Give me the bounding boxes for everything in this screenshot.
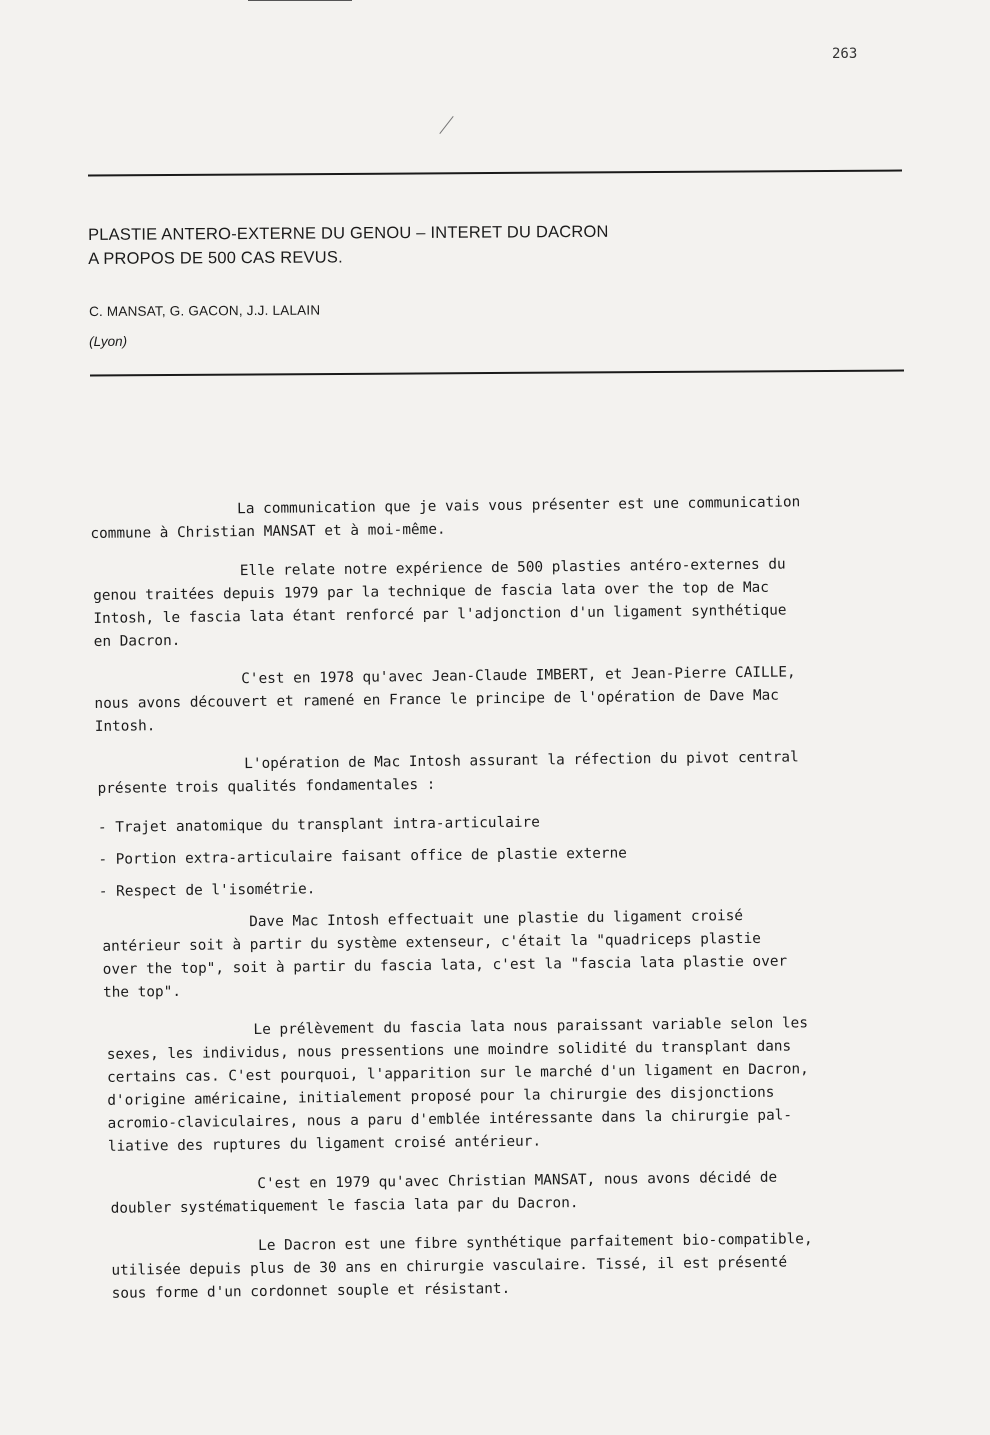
paragraph-5 (102, 903, 946, 1005)
paragraph-line: over the top", soit à partir du fascia lata, c'est la "fascia lata plastie over (102, 953, 788, 978)
paragraph-line: antérieur soit à partir du système extenseur, c'était la "quadriceps plastie (102, 930, 761, 955)
top-edge-mark (248, 0, 352, 1)
paragraph-line: présente trois qualités fondamentales : (97, 776, 436, 797)
page-number: 263 (832, 46, 858, 62)
article-body (90, 490, 950, 1322)
paragraph-line: Intosh, le fascia lata étant renforcé par l'adjonction d'un ligament synthétique (93, 602, 787, 627)
paragraph-line: Le Dacron est une fibre synthétique parfaitement bio-compatible, (258, 1231, 813, 1255)
paragraph-line: Le prélèvement du fascia lata nous paraissant variable selon les (253, 1015, 809, 1039)
paragraph-line: La communication que je vais vous présenter est une communication (237, 494, 801, 518)
paragraph-line: C'est en 1978 qu'avec Jean-Claude IMBERT, et Jean-Pierre CAILLE, (241, 664, 796, 688)
paragraph-line: nous avons découvert et ramené en France le principe de l'opération de Dave Mac (94, 687, 779, 712)
paragraph-line: doubler systématiquement le fascia lata par du Dacron. (110, 1195, 579, 1217)
article-title (88, 218, 848, 271)
qualities-list (98, 807, 945, 904)
paragraph-line: acromio-claviculaires, nous a paru d'emblée intéressante dans la chirurgie pal- (107, 1107, 793, 1132)
paragraph-line: liative des ruptures du ligament croisé antérieur. (107, 1133, 542, 1155)
paragraph-line: the top". (102, 983, 182, 1001)
paragraph-line: genou traitées depuis 1979 par la technique de fascia lata over the top de Mac (93, 579, 770, 604)
paragraph-7 (110, 1165, 948, 1221)
header-top-rule (88, 170, 902, 177)
list-item: - Respect de l'isométrie. (98, 881, 316, 900)
paragraph-4 (97, 745, 943, 801)
paragraph-line: d'origine américaine, initialement proposé pour la chirurgie des disjonctions (107, 1084, 775, 1109)
paragraph-line: certains cas. C'est pourquoi, l'apparition sur le marché d'un ligament en Dacron, (106, 1061, 809, 1086)
paragraph-3 (94, 660, 943, 739)
paragraph-line: Dave Mac Intosh effectuait une plastie du ligament croisé (249, 908, 744, 931)
stray-pen-mark (439, 116, 453, 134)
article-title-line-2: A PROPOS DE 500 CAS REVUS. (88, 248, 343, 268)
list-item: - Portion extra-articulaire faisant office de plastie externe (98, 845, 627, 868)
list-item: - Trajet anatomique du transplant intra-articulaire (97, 814, 540, 836)
header-bottom-rule (90, 370, 904, 377)
article-title-line-1: PLASTIE ANTERO-EXTERNE DU GENOU – INTERET DU DACRON (88, 222, 609, 244)
paragraph-line: sexes, les individus, nous pressentions une moindre solidité du transplant dans (106, 1038, 792, 1063)
paragraph-line: C'est en 1979 qu'avec Christian MANSAT, nous avons décidé de (257, 1169, 778, 1193)
paragraph-6 (106, 1011, 948, 1159)
paragraph-line: sous forme d'un cordonnet souple et résistant. (111, 1280, 511, 1302)
paragraph-line: L'opération de Mac Intosh assurant la réfection du pivot central (244, 749, 799, 773)
paragraph-line: utilisée depuis plus de 30 ans en chirurgie vasculaire. Tissé, il est présenté (111, 1254, 788, 1279)
paragraph-2 (93, 552, 942, 654)
paragraph-line: commune à Christian MANSAT et à moi-même. (90, 521, 446, 542)
article-authors: C. MANSAT, G. GACON, J.J. LALAIN (89, 302, 321, 319)
paragraph-line: en Dacron. (93, 632, 181, 650)
paragraph-line: Intosh. (94, 718, 156, 735)
paragraph-1 (90, 490, 940, 546)
article-affiliation: (Lyon) (89, 333, 128, 349)
paragraph-line: Elle relate notre expérience de 500 plasties antéro-externes du (239, 556, 786, 580)
paragraph-8 (111, 1227, 950, 1306)
